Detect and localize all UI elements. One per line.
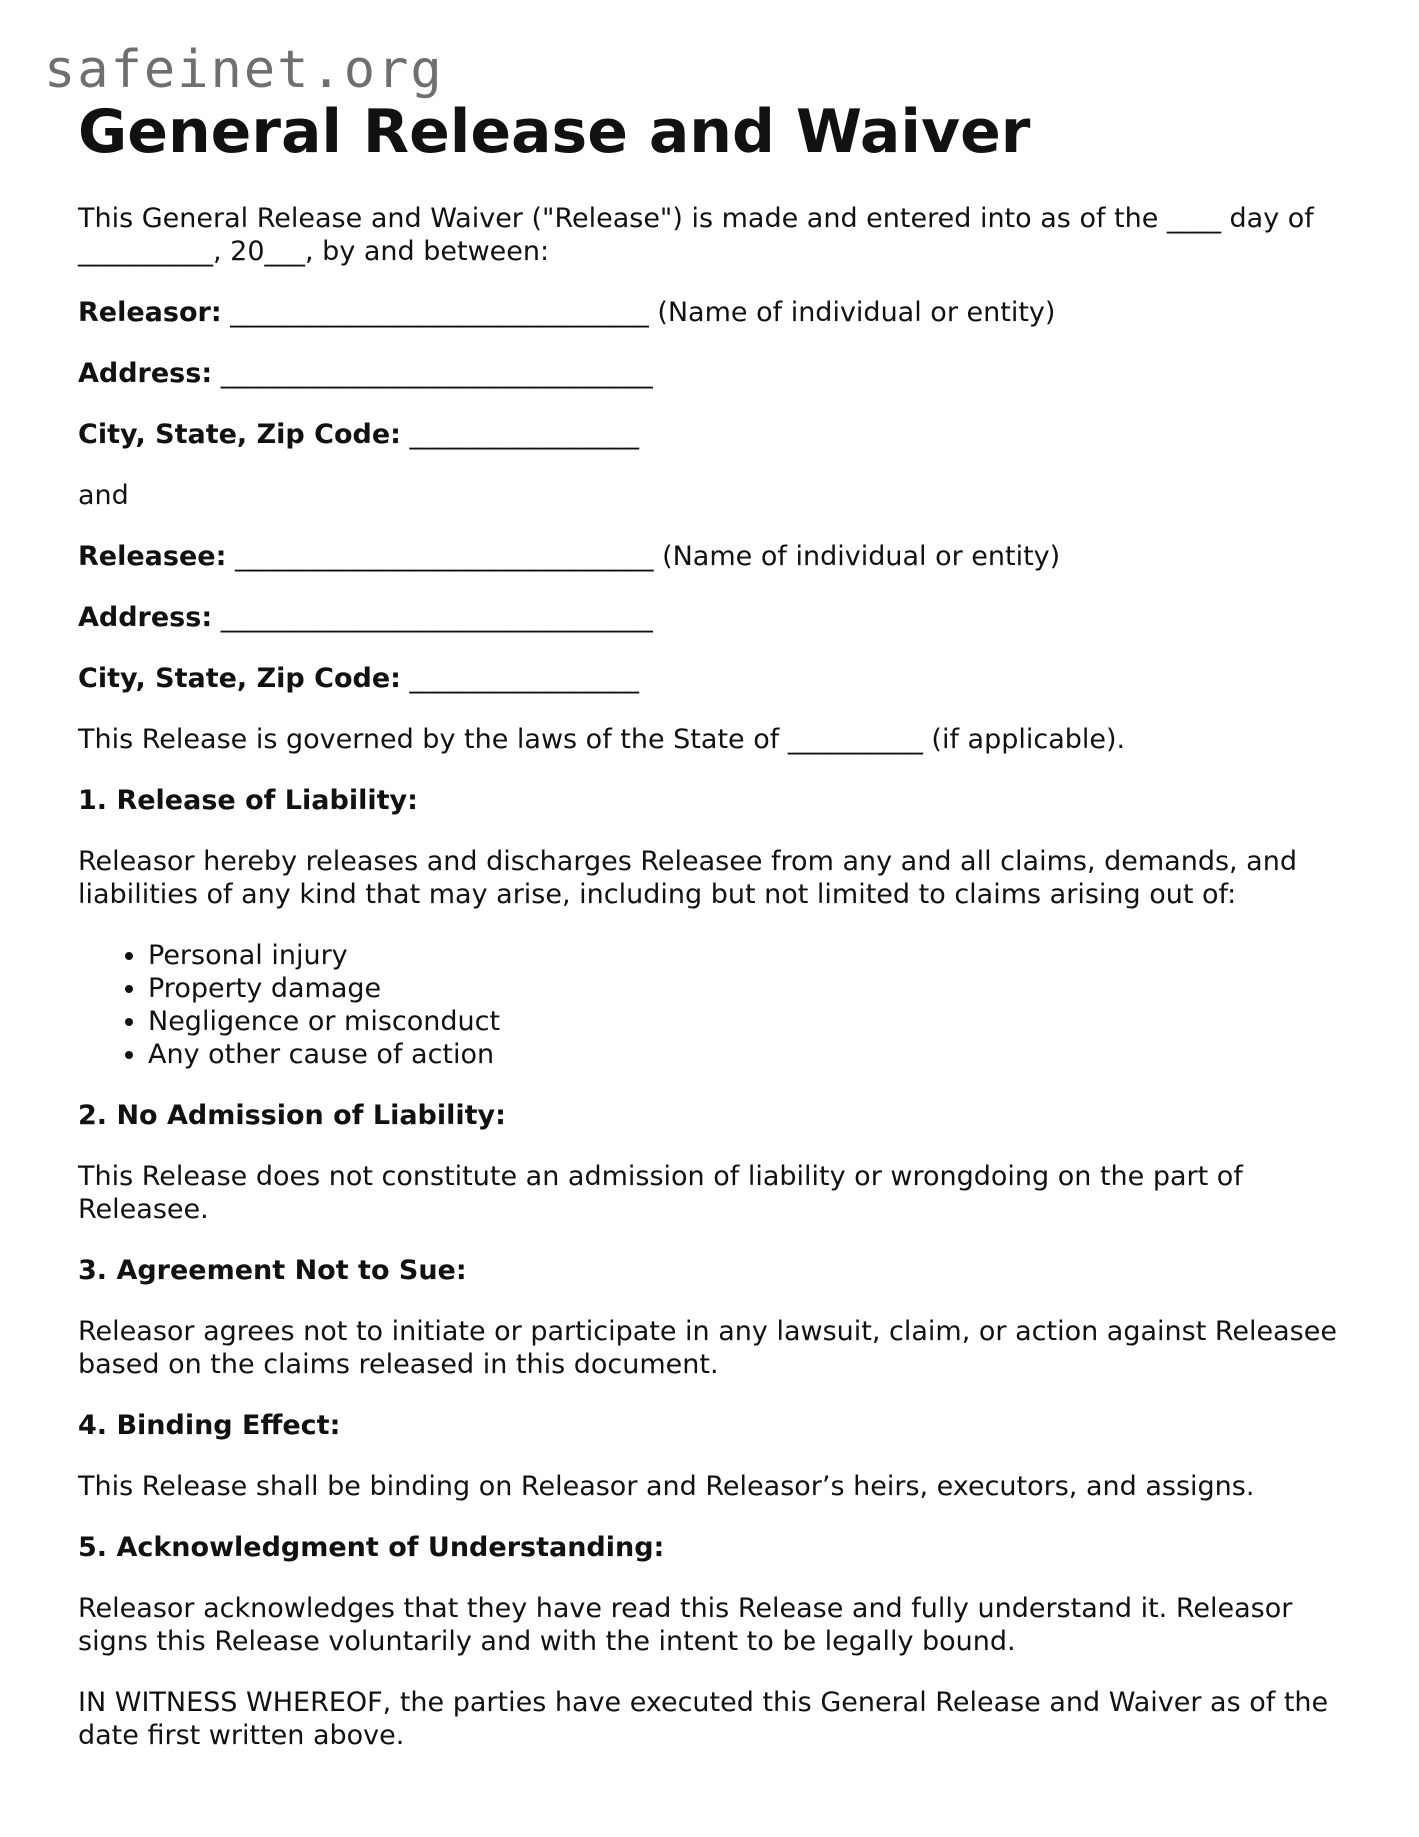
list-item: • Personal injury (148, 939, 1348, 972)
releasor-city-label: City, State, Zip Code: (78, 419, 401, 450)
section-5-body: Releasor acknowledges that they have read this Release and fully understand it. Releasor signs this Release voluntarily and with the intent to be legally bound. (78, 1593, 1293, 1657)
section-1-title: 1. Release of Liability: (78, 785, 418, 816)
section-4-title: 4. Binding Effect: (78, 1410, 341, 1441)
list-item: • Any other cause of action (148, 1038, 1348, 1071)
releasee-name-hint: (Name of individual or entity) (662, 541, 1061, 572)
list-item: • Negligence or misconduct (148, 1005, 1348, 1038)
section-2-body: This Release does not constitute an admission of liability or wrongdoing on the part of Releasee. (78, 1161, 1243, 1225)
releasee-address-line (78, 601, 1348, 634)
releasee-name-blank: _______________________________ (234, 541, 654, 572)
releasor-address-line (78, 357, 1348, 390)
claims-list (78, 939, 1348, 1071)
section-5-title: 5. Acknowledgment of Understanding: (78, 1532, 665, 1563)
releasor-label: Releasor: (78, 297, 222, 328)
witness-clause: IN WITNESS WHEREOF, the parties have executed this General Release and Waiver as of the date first written above. (78, 1687, 1329, 1751)
releasee-city-label: City, State, Zip Code: (78, 663, 401, 694)
section-1-body: Releasor hereby releases and discharges Releasee from any and all claims, demands, and liabilities of any kind that may arise, including but not limited to claims arising out of: (78, 846, 1297, 910)
releasor-name-hint: (Name of individual or entity) (657, 297, 1056, 328)
releasor-name-line (78, 296, 1348, 329)
releasee-city-blank: _________________ (409, 663, 640, 694)
releasee-name-line (78, 540, 1348, 573)
releasor-name-blank: _______________________________ (230, 297, 649, 328)
governing-law: This Release is governed by the laws of the State of __________ (if applicable). (78, 724, 1126, 755)
releasee-address-blank: ________________________________ (220, 602, 653, 633)
intro-paragraph: This General Release and Waiver ("Release") is made and entered into as of the ____ day of __________, 20___, by and between: (78, 203, 1314, 267)
releasor-city-blank: _________________ (409, 419, 640, 450)
document-title: General Release and Waiver (78, 97, 1031, 167)
releasee-city-line (78, 662, 1348, 695)
section-3-body: Releasor agrees not to initiate or participate in any lawsuit, claim, or action against Releasee based on the claims released in this document. (78, 1316, 1337, 1380)
releasor-address-label: Address: (78, 358, 213, 389)
releasee-label: Releasee: (78, 541, 227, 572)
list-item: • Property damage (148, 972, 1348, 1005)
releasee-address-label: Address: (78, 602, 213, 633)
and-text: and (78, 480, 129, 511)
section-2-title: 2. No Admission of Liability: (78, 1100, 506, 1131)
section-3-title: 3. Agreement Not to Sue: (78, 1255, 467, 1286)
document (78, 96, 1348, 1752)
section-4-body: This Release shall be binding on Releasor and Releasor’s heirs, executors, and assigns. (78, 1471, 1255, 1502)
watermark: safeinet.org (44, 40, 444, 100)
releasor-address-blank: ________________________________ (220, 358, 653, 389)
releasor-city-line (78, 418, 1348, 451)
